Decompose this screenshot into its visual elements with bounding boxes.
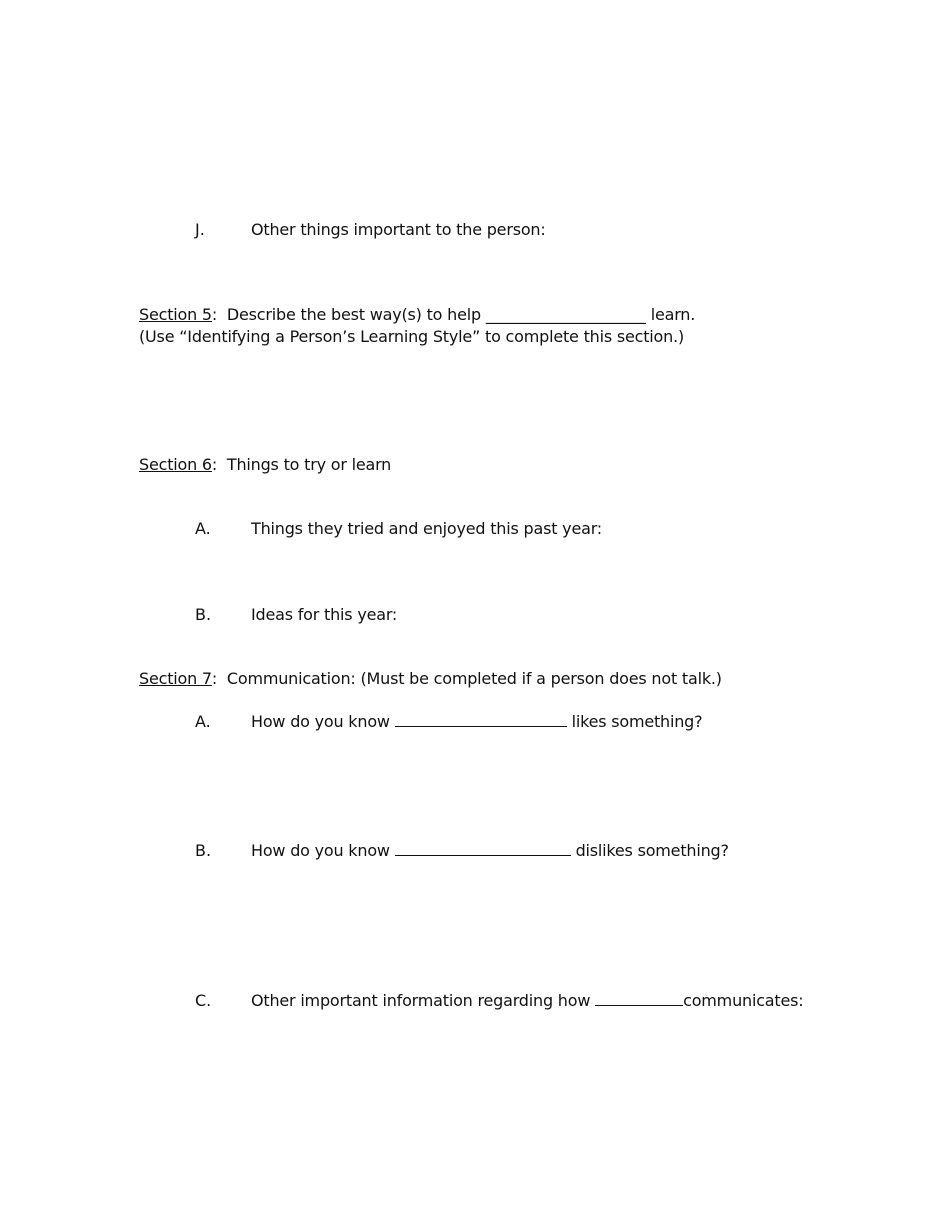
section-6-label: Section 6 — [139, 455, 212, 474]
section-6-item-a-marker: A. — [195, 519, 211, 538]
section-7-item-b-before: How do you know — [251, 841, 390, 860]
section-7-item-b-text — [251, 841, 729, 861]
section-5-text-after: learn. — [650, 305, 696, 324]
section-7-item-c-blank[interactable] — [595, 991, 683, 1006]
section-7-item-c-after: communicates: — [683, 991, 804, 1010]
section-7-label: Section 7 — [139, 669, 212, 688]
section-6-title: Things to try or learn — [226, 455, 392, 474]
section-7-item-a-before: How do you know — [251, 712, 390, 731]
section-7-item-b-after: dislikes something? — [575, 841, 729, 860]
section-7-item-c-before: Other important information regarding how — [251, 991, 591, 1010]
section-7-title: Communication: (Must be completed if a person does not talk.) — [226, 669, 722, 688]
section-7-item-c-text — [251, 991, 803, 1011]
item-j-text: Other things important to the person: — [251, 220, 546, 239]
section-6-heading: Section 6: Things to try or learn — [139, 455, 392, 474]
section-5-text-before: Describe the best way(s) to help — [226, 305, 481, 324]
section-7-item-a-marker: A. — [195, 712, 211, 731]
section-6-item-a-text: Things they tried and enjoyed this past year: — [251, 519, 602, 538]
section-6-item-b-text: Ideas for this year: — [251, 605, 398, 624]
section-6-item-b-marker: B. — [195, 605, 212, 624]
section-7-item-a-blank[interactable] — [395, 712, 567, 727]
section-5-note: (Use “Identifying a Person’s Learning Style” to complete this section.) — [139, 327, 685, 346]
section-7-item-c-marker: C. — [195, 991, 212, 1010]
section-7-item-b-blank[interactable] — [395, 841, 571, 856]
section-7-item-a-text — [251, 712, 702, 732]
item-j-marker: J. — [195, 220, 205, 239]
section-7-item-b-marker: B. — [195, 841, 212, 860]
section-7-heading: Section 7: Communication: (Must be completed if a person does not talk.) — [139, 669, 722, 688]
section-5-label: Section 5 — [139, 305, 212, 324]
section-5-blank: ____________________ — [485, 305, 646, 324]
section-5-heading: Section 5: Describe the best way(s) to help ____________________ learn. — [139, 305, 696, 324]
section-7-item-a-after: likes something? — [571, 712, 703, 731]
